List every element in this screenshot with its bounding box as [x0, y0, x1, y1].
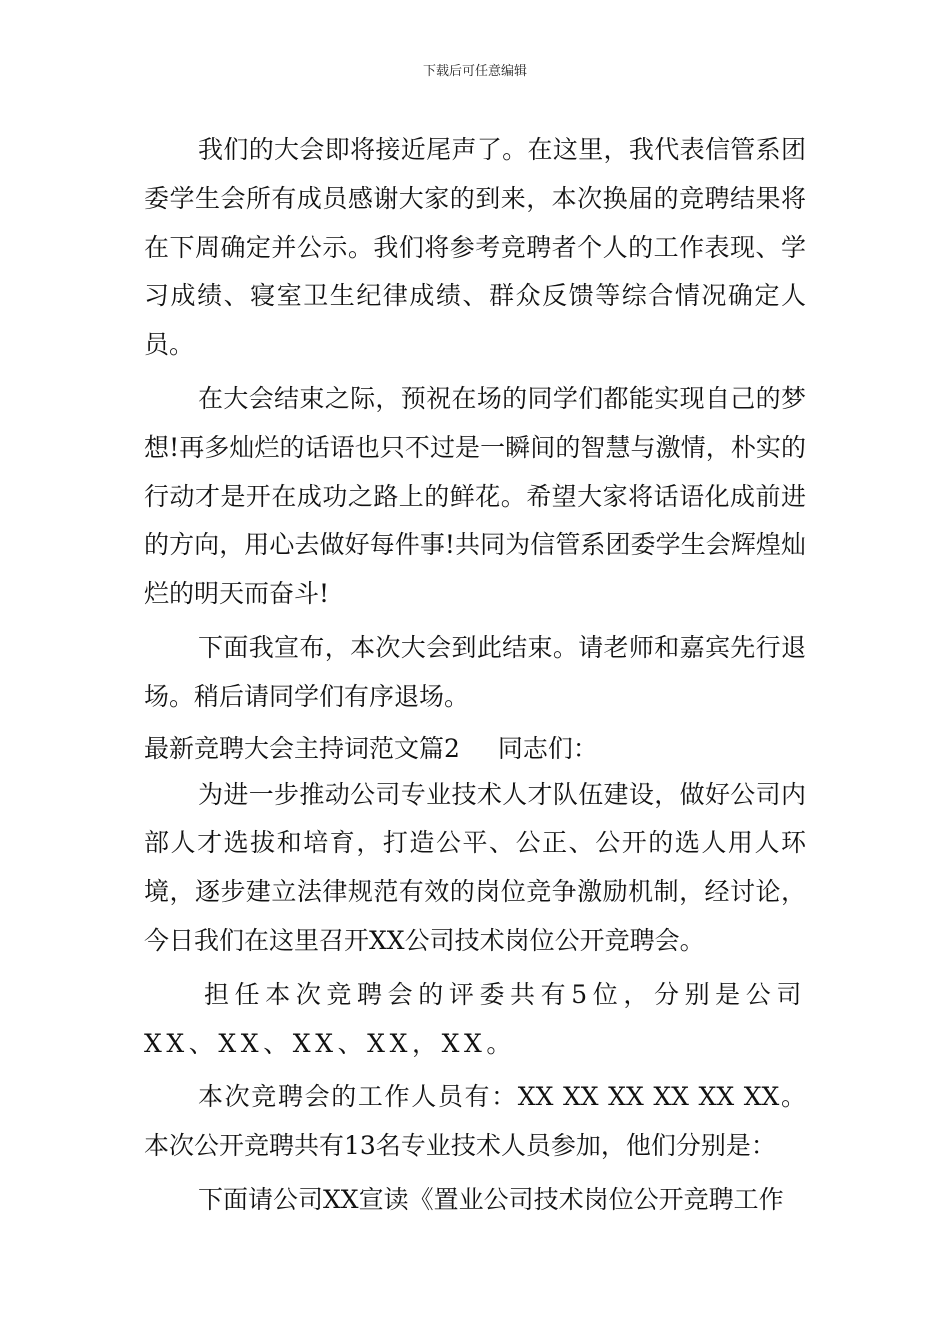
page-header: 下载后可任意编辑 — [422, 64, 527, 79]
section-title: 最新竞聘大会主持词范文篇2 — [144, 733, 460, 763]
document-body — [144, 126, 806, 1230]
paragraph-judges: 担任本次竞聘会的评委共有5位，分别是公司XX、XX、XX、XX，XX。 — [144, 979, 806, 1058]
paragraph-closing-remarks: 我们的大会即将接近尾声了。在这里，我代表信管系团委学生会所有成员感谢大家的到来，本次换届的竞聘结果将在下周确定并公示。我们将参考竞聘者个人的工作表现、学习成绩、寝室卫生纪律成绩、群众反馈等综合情况确定人员。 — [144, 135, 806, 360]
paragraph-wishes: 在大会结束之际，预祝在场的同学们都能实现自己的梦想!再多灿烂的话语也只不过是一瞬间的智慧与激情，朴实的行动才是开在成功之路上的鲜花。希望大家将话语化成前进的方向，用心去做好每件事!共同为信管系团委学生会辉煌灿烂的明天而奋斗! — [144, 383, 806, 609]
section-title-line — [144, 727, 806, 771]
section-greeting: 同志们： — [497, 733, 598, 763]
paragraph-purpose: 为进一步推动公司专业技术人才队伍建设，做好公司内部人才选拔和培育，打造公平、公正、公开的选人用人环境，逐步建立法律规范有效的岗位竞争激励机制，经讨论，今日我们在这里召开XX公司技术岗位公开竞聘会。 — [144, 779, 806, 955]
paragraph-announcement: 下面我宣布，本次大会到此结束。请老师和嘉宾先行退场。稍后请同学们有序退场。 — [144, 632, 806, 711]
paragraph-staff: 本次竞聘会的工作人员有：XX XX XX XX XX XX。 本次公开竞聘共有13名专业技术人员参加，他们分别是： — [144, 1082, 806, 1161]
paragraph-reading: 下面请公司XX宣读《置业公司技术岗位公开竞聘工作 — [198, 1184, 784, 1214]
